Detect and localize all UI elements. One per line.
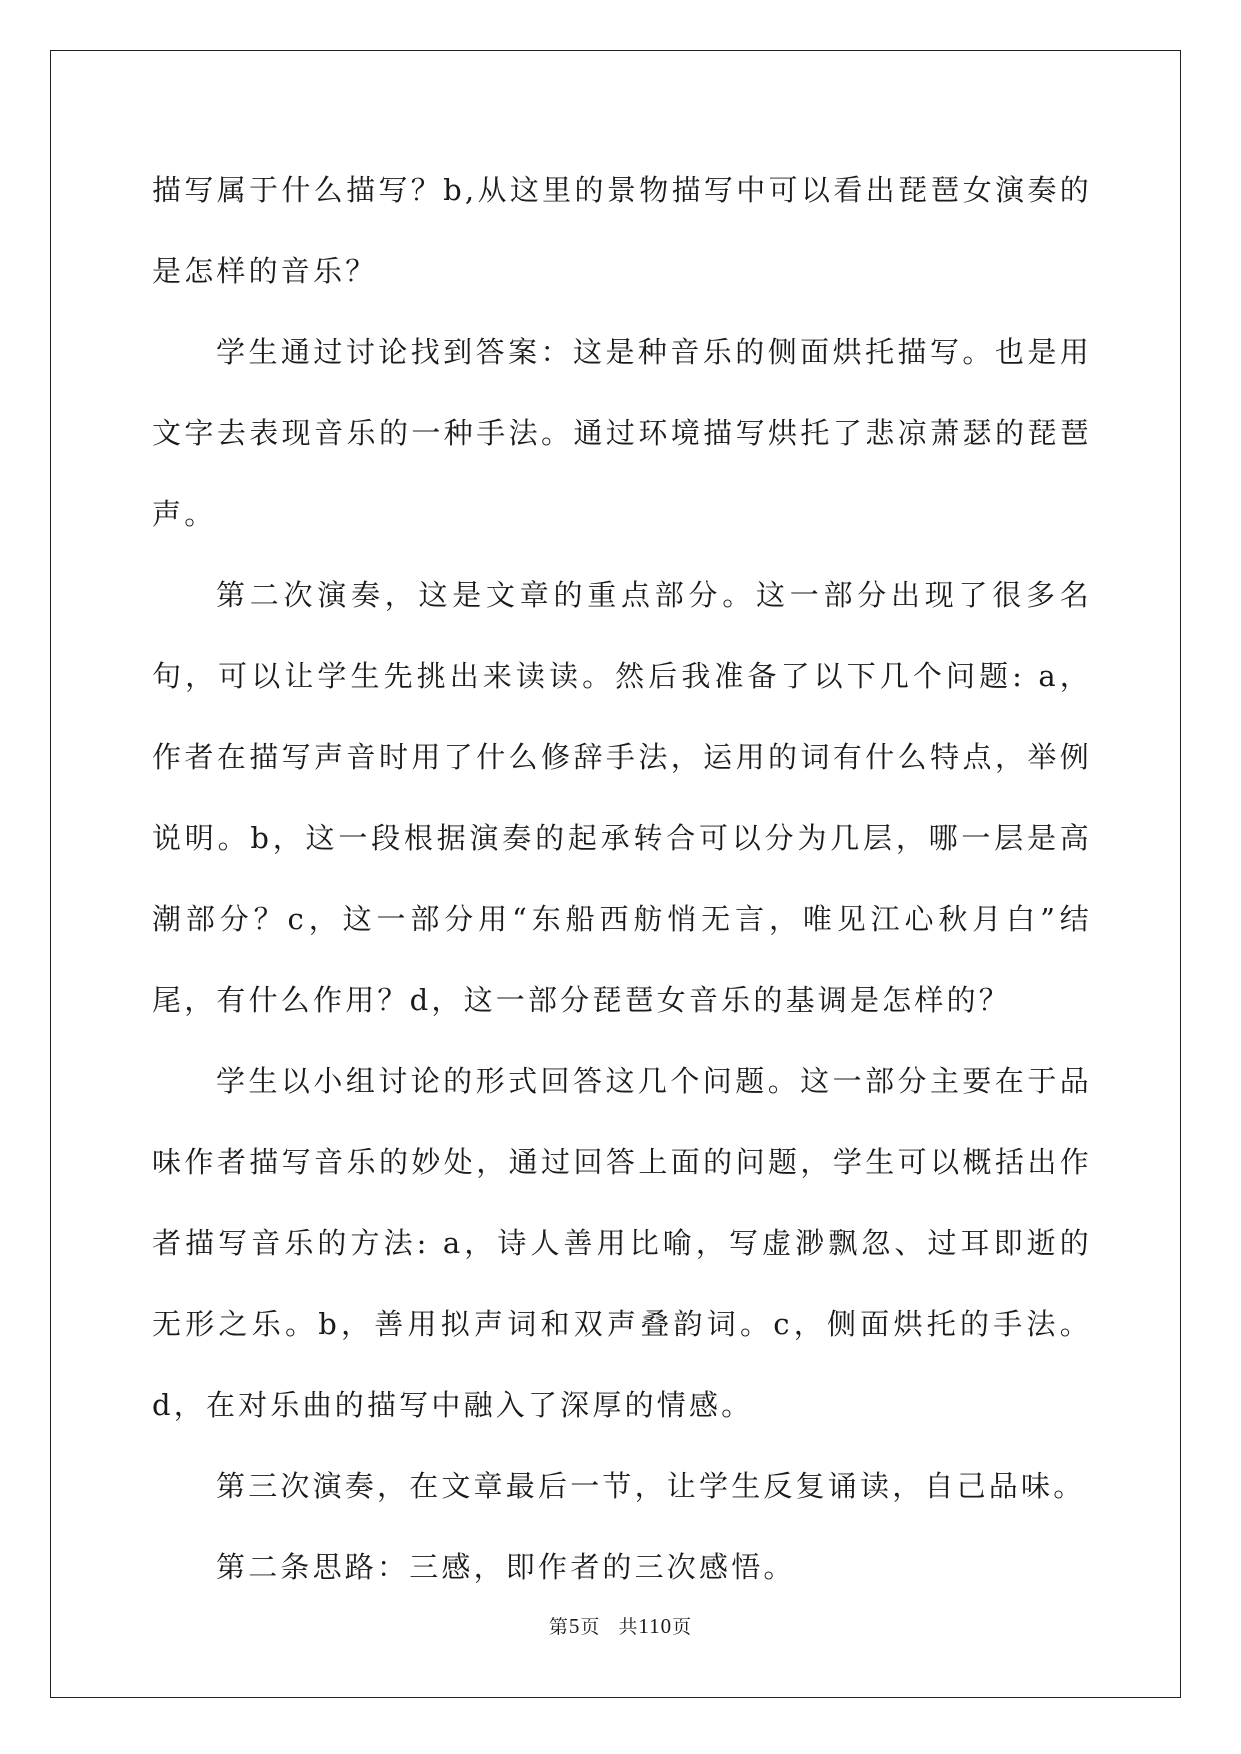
- page-suffix: 页: [580, 1616, 601, 1638]
- total-prefix: 共: [618, 1616, 639, 1638]
- paragraph-3: 第二次演奏，这是文章的重点部分。这一部分出现了很多名句，可以让学生先挑出来读读。然后我准备了以下几个问题: a，作者在描写声音时用了什么修辞手法，运用的词有什么特点，举例说明。b，这一段根据演奏的起承转合可以分为几层，哪一层是高潮部分？c，这一部分用“东船西舫悄无言，唯见江心秋月白”结尾，有什么作用？d，这一部分琵琶女音乐的基调是怎样的？: [152, 578, 1092, 1017]
- paragraph-4: 学生以小组讨论的形式回答这几个问题。这一部分主要在于品味作者描写音乐的妙处，通过回答上面的问题，学生可以概括出作者描写音乐的方法: a，诗人善用比喻，写虚渺飘忽、过耳即逝的无形之乐。b，善用拟声词和双声叠韵词。c，侧面烘托的手法。d，在对乐曲的描写中融入了深厚的情感。: [152, 1064, 1092, 1422]
- paragraph-6: 第二条思路：三感，即作者的三次感悟。: [216, 1550, 796, 1584]
- total-pages: 110: [638, 1614, 673, 1638]
- page-footer: [0, 1612, 1241, 1639]
- paragraph-2: 学生通过讨论找到答案：这是种音乐的侧面烘托描写。也是用文字去表现音乐的一种手法。通过环境描写烘托了悲凉萧瑟的琵琶声。: [152, 335, 1092, 531]
- page-number: 5: [568, 1614, 581, 1638]
- total-suffix: 页: [672, 1616, 693, 1638]
- page-prefix: 第: [548, 1616, 569, 1638]
- document-body: [152, 150, 1092, 1608]
- paragraph-1: 描写属于什么描写？b,从这里的景物描写中可以看出琵琶女演奏的是怎样的音乐？: [152, 173, 1092, 288]
- paragraph-5: 第三次演奏，在文章最后一节，让学生反复诵读，自己品味。: [216, 1469, 1086, 1503]
